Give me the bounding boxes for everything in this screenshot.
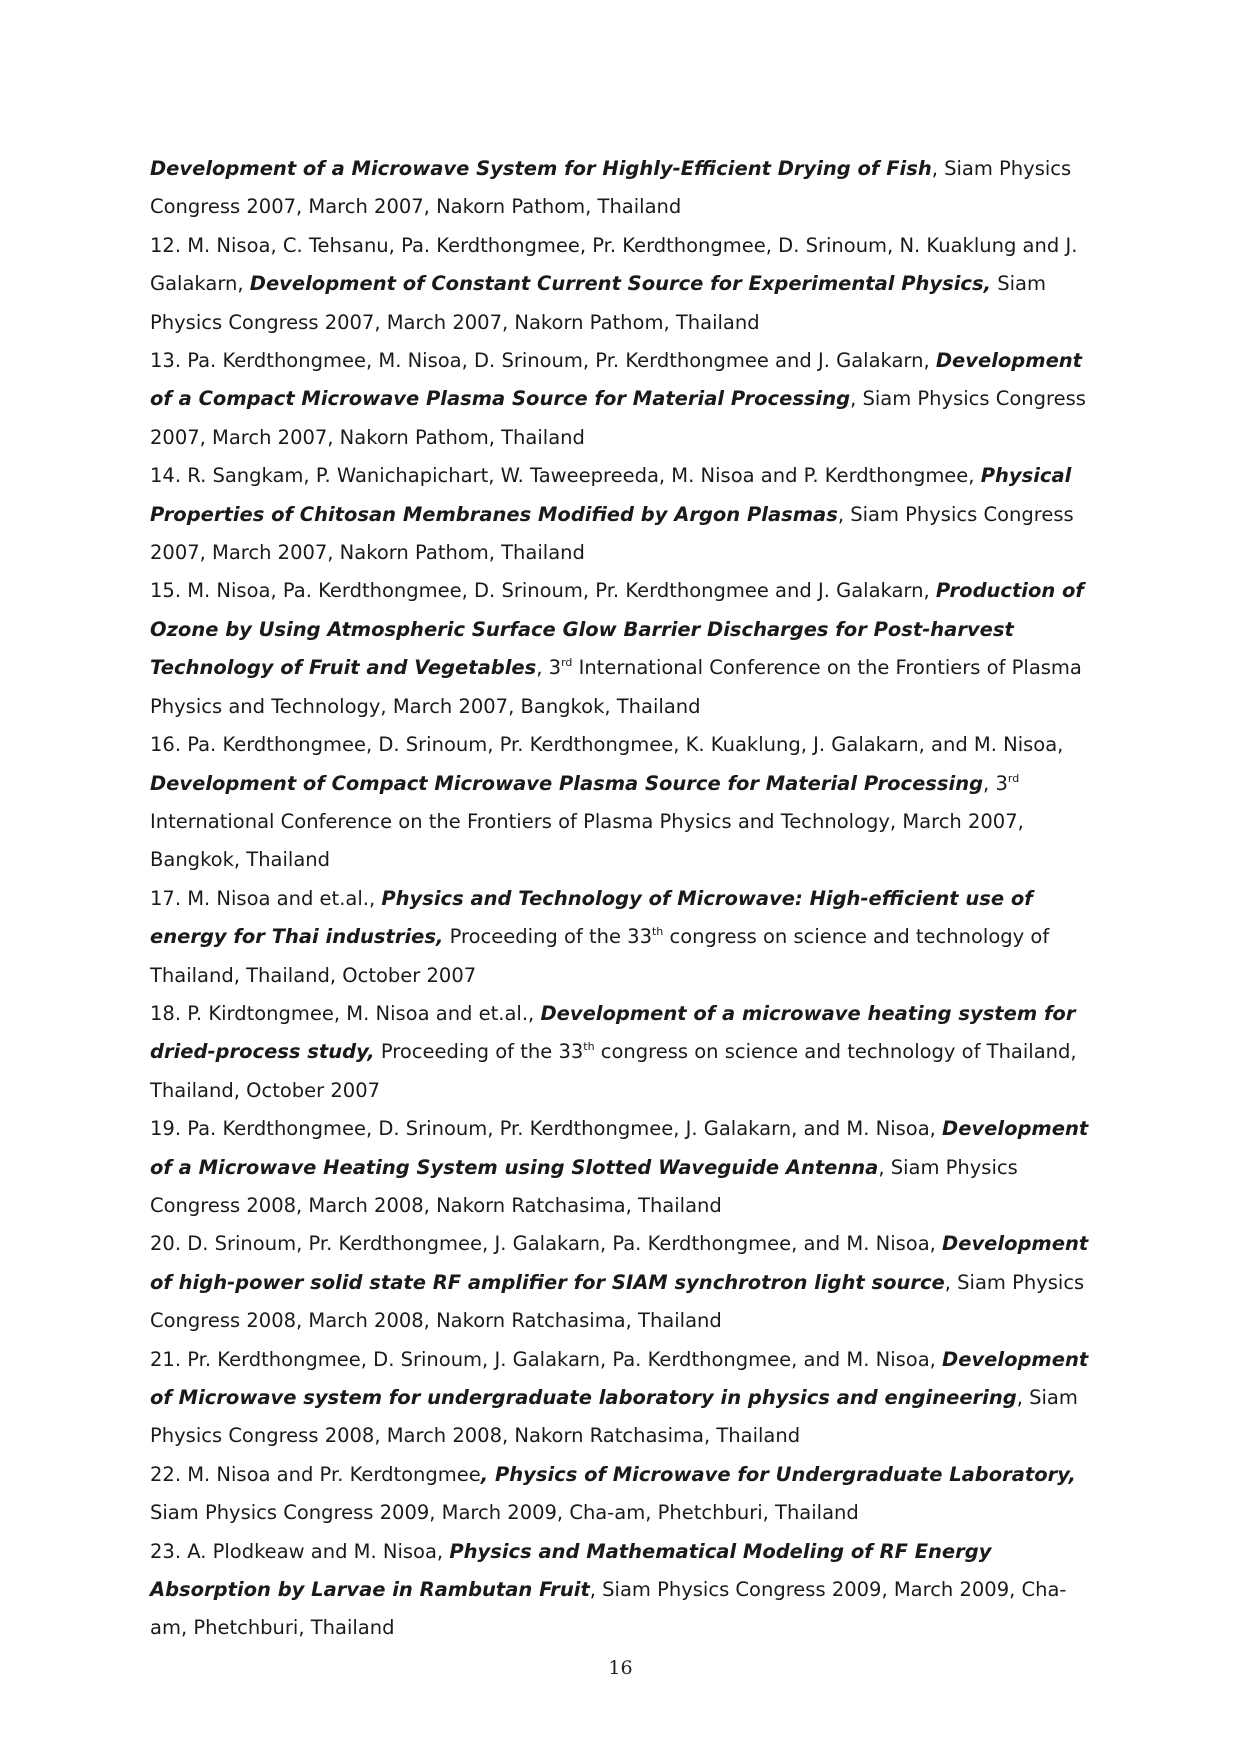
entry-title: , Physics of Microwave for Undergraduate Laboratory, bbox=[480, 1462, 1076, 1486]
list-item bbox=[150, 995, 1095, 1110]
entry-authors: 16. Pa. Kerdthongmee, D. Srinoum, Pr. Kerdthongmee, K. Kuaklung, J. Galakarn, and M. Nisoa, bbox=[150, 733, 1064, 757]
entry-authors: 19. Pa. Kerdthongmee, D. Srinoum, Pr. Kerdthongmee, J. Galakarn, and M. Nisoa, bbox=[150, 1117, 943, 1141]
ordinal-suffix: th bbox=[583, 1040, 595, 1054]
entry-authors: 12. M. Nisoa, C. Tehsanu, Pa. Kerdthongmee, Pr. Kerdthongmee, D. Srinoum, N. Kuaklung and J. Galakarn, bbox=[150, 233, 1078, 296]
entry-venue: Proceeding of the 33 bbox=[374, 1040, 584, 1064]
entry-venue-cont: International Conference on the Frontiers of Plasma Physics and Technology, March 2007, Bangkok, Thailand bbox=[150, 656, 1082, 718]
entry-authors: 14. R. Sangkam, P. Wanichapichart, W. Taweepreeda, M. Nisoa and P. Kerdthongmee, bbox=[150, 464, 981, 488]
entry-title: Development of Constant Current Source for Experimental Physics, bbox=[249, 272, 991, 296]
entry-venue-cont: International Conference on the Frontiers of Plasma Physics and Technology, March 2007, Bangkok, Thailand bbox=[150, 809, 1024, 872]
list-item bbox=[150, 227, 1095, 342]
entry-title: Development of high-power solid state RF amplifier for SIAM synchrotron light source bbox=[150, 1232, 1089, 1294]
publication-list bbox=[150, 150, 1095, 1648]
entry-venue: , Siam Physics Congress 2007, March 2007, Nakorn Pathom, Thailand bbox=[150, 387, 1086, 449]
entry-authors: 17. M. Nisoa and et.al., bbox=[150, 886, 382, 910]
page-number: 16 bbox=[608, 1657, 633, 1679]
entry-venue-cont: congress on science and technology of Thailand, Thailand, October 2007 bbox=[150, 1040, 1077, 1102]
entry-title: Development of a Microwave System for Highly-Efficient Drying of Fish bbox=[150, 157, 932, 180]
entry-venue: , Siam Physics Congress 2008, March 2008, Nakorn Ratchasima, Thailand bbox=[150, 1155, 1018, 1217]
list-item bbox=[150, 880, 1095, 995]
entry-authors: 15. M. Nisoa, Pa. Kerdthongmee, D. Srinoum, Pr. Kerdthongmee and J. Galakarn, bbox=[150, 579, 936, 603]
entry-venue: Siam Physics Congress 2009, March 2009, Cha-am, Phetchburi, Thailand bbox=[150, 1501, 859, 1525]
entry-venue: Proceeding of the 33 bbox=[443, 925, 652, 949]
entry-title: Physical Properties of Chitosan Membranes Modified by Argon Plasmas bbox=[150, 464, 1072, 526]
list-item bbox=[150, 1341, 1095, 1456]
list-item bbox=[150, 1225, 1095, 1340]
entry-title: Physics and Mathematical Modeling of RF Energy Absorption by Larvae in Rambutan Fruit bbox=[150, 1539, 992, 1602]
entry-venue: , Siam Physics Congress 2009, March 2009, Cha-am, Phetchburi, Thailand bbox=[150, 1578, 1067, 1640]
entry-venue: , Siam Physics Congress 2007, March 2007, Nakorn Pathom, Thailand bbox=[150, 502, 1074, 565]
ordinal-suffix: rd bbox=[1007, 771, 1020, 785]
entry-venue: , Siam Physics Congress 2008, March 2008, Nakorn Ratchasima, Thailand bbox=[150, 1270, 1085, 1333]
entry-authors: 20. D. Srinoum, Pr. Kerdthongmee, J. Galakarn, Pa. Kerdthongmee, and M. Nisoa, bbox=[150, 1232, 943, 1256]
entry-authors: 13. Pa. Kerdthongmee, M. Nisoa, D. Srinoum, Pr. Kerdthongmee and J. Galakarn, bbox=[150, 349, 936, 373]
list-item bbox=[150, 150, 1095, 227]
entry-venue-cont: congress on science and technology of Thailand, Thailand, October 2007 bbox=[150, 925, 1050, 987]
entry-title: Development of a Compact Microwave Plasma Source for Material Processing bbox=[150, 349, 1082, 411]
entry-venue: , 3 bbox=[983, 771, 1008, 795]
entry-venue: Siam Physics Congress 2007, March 2007, Nakorn Pathom, Thailand bbox=[150, 272, 1046, 334]
entry-title: Development of Microwave system for undergraduate laboratory in physics and engineering bbox=[150, 1347, 1089, 1409]
entry-authors: 23. A. Plodkeaw and M. Nisoa, bbox=[150, 1539, 450, 1563]
entry-title: Development of a microwave heating system for dried-process study, bbox=[150, 1001, 1076, 1064]
list-item bbox=[150, 1533, 1095, 1648]
entry-title: Physics and Technology of Microwave: High-efficient use of energy for Thai industries, bbox=[150, 886, 1033, 949]
entry-authors: 21. Pr. Kerdthongmee, D. Srinoum, J. Galakarn, Pa. Kerdthongmee, and M. Nisoa, bbox=[150, 1347, 943, 1371]
ordinal-suffix: th bbox=[651, 925, 664, 939]
list-item bbox=[150, 572, 1095, 726]
list-item bbox=[150, 1110, 1095, 1225]
list-item bbox=[150, 342, 1095, 457]
list-item bbox=[150, 726, 1095, 880]
list-item bbox=[150, 457, 1095, 572]
entry-venue: , Siam Physics Congress 2007, March 2007, Nakorn Pathom, Thailand bbox=[150, 157, 1072, 219]
entry-authors: 22. M. Nisoa and Pr. Kerdtongmee bbox=[150, 1462, 481, 1486]
entry-venue: , 3 bbox=[536, 656, 562, 680]
entry-title: Development of a Microwave Heating System using Slotted Waveguide Antenna bbox=[150, 1117, 1089, 1179]
entry-title: Production of Ozone by Using Atmospheric Surface Glow Barrier Discharges for Post-harvest Technology of Fruit and Vegetables bbox=[150, 579, 1084, 680]
entry-authors: 18. P. Kirdtongmee, M. Nisoa and et.al., bbox=[150, 1001, 541, 1025]
list-item bbox=[150, 1456, 1095, 1533]
entry-venue: , Siam Physics Congress 2008, March 2008, Nakorn Ratchasima, Thailand bbox=[150, 1386, 1078, 1448]
entry-title: Development of Compact Microwave Plasma Source for Material Processing bbox=[150, 771, 984, 795]
ordinal-suffix: rd bbox=[561, 656, 573, 670]
